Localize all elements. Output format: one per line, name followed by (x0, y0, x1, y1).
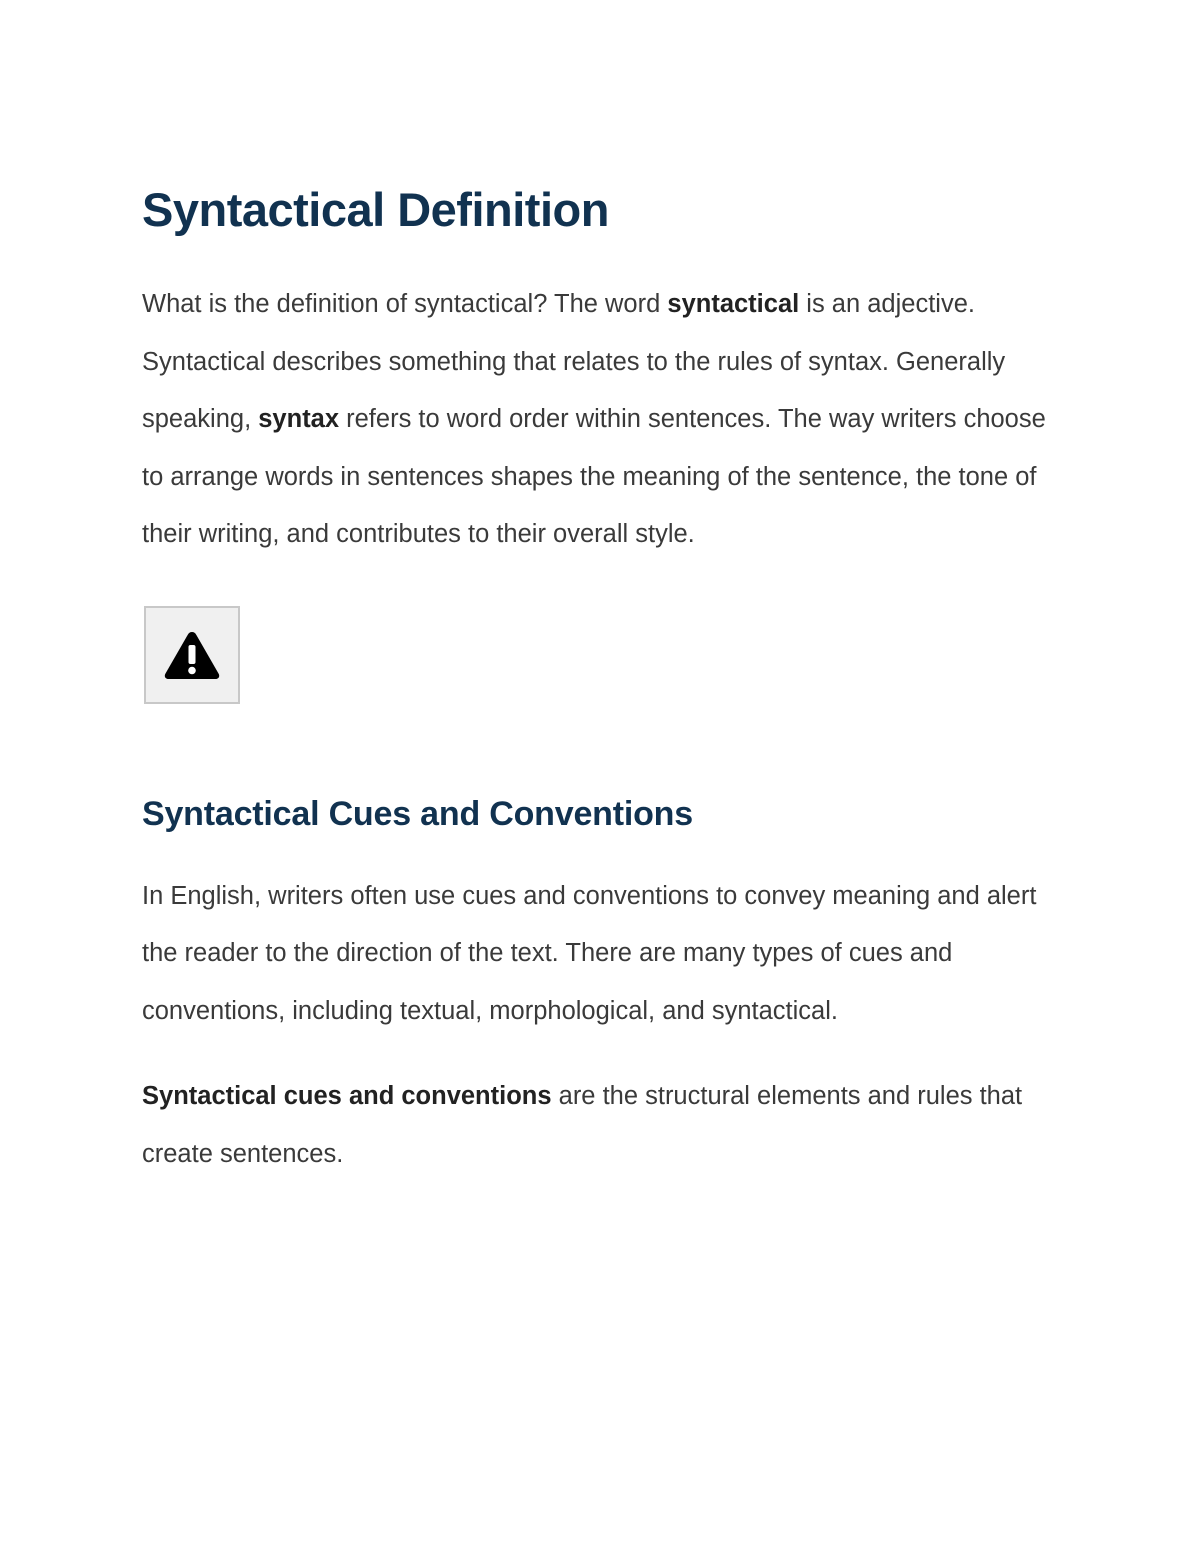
broken-image-placeholder (144, 606, 240, 704)
intro-mid: is an adjective. Syntactical describes something that relates to the rules of syntax. Generally speaking, (142, 290, 1006, 433)
section-paragraph-2 (142, 1068, 1062, 1183)
term-syntactical-cues: Syntactical cues and conventions (142, 1082, 552, 1110)
section-heading: Syntactical Cues and Conventions (142, 794, 693, 833)
term-syntax: syntax (258, 405, 340, 433)
intro-lead: What is the definition of syntactical? The word (142, 290, 668, 318)
page-title: Syntactical Definition (142, 183, 609, 236)
intro-paragraph (142, 276, 1062, 564)
warning-icon (163, 629, 221, 681)
article-content (142, 178, 1062, 1183)
term-syntactical: syntactical (667, 290, 800, 318)
intro-tail: refers to word order within sentences. The way writers choose to arrange words in sentences shapes the meaning of the sentence, the tone of their writing, and contributes to their overall style. (142, 405, 1046, 548)
section-paragraph-1: In English, writers often use cues and conventions to convey meaning and alert the reader to the direction of the text. There are many types of cues and conventions, including textual, morphological, and syntactical. (142, 881, 1037, 1025)
section-paragraph-2-tail: are the structural elements and rules that create sentences. (142, 1082, 1023, 1168)
